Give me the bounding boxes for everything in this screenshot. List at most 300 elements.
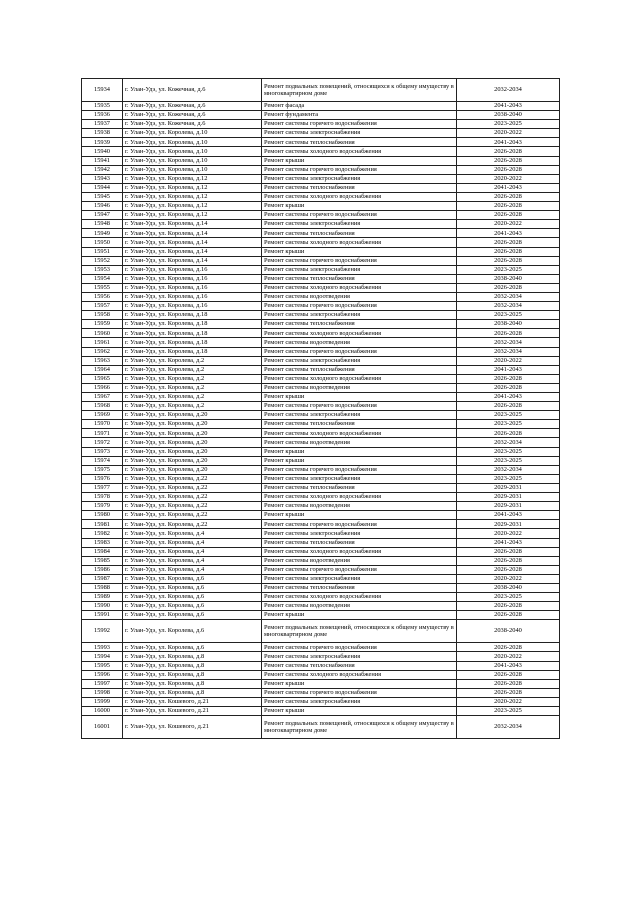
row-number-cell: 15950 <box>82 238 123 247</box>
row-number-cell: 15974 <box>82 456 123 465</box>
period-cell: 2032-2034 <box>457 302 560 311</box>
row-number-cell: 15961 <box>82 338 123 347</box>
row-number-cell: 15952 <box>82 256 123 265</box>
row-number-cell: 15964 <box>82 365 123 374</box>
work-type-cell: Ремонт системы горячего водоснабжения <box>262 211 457 220</box>
row-number-cell: 15987 <box>82 574 123 583</box>
address-cell: г. Улан-Удэ, ул. Королева, д.4 <box>123 565 262 574</box>
table-row <box>82 583 560 592</box>
work-type-cell: Ремонт системы горячего водоснабжения <box>262 347 457 356</box>
address-cell: г. Улан-Удэ, ул. Королева, д.4 <box>123 556 262 565</box>
work-type-cell: Ремонт крыши <box>262 156 457 165</box>
period-cell: 2023-2025 <box>457 411 560 420</box>
period-cell: 2032-2034 <box>457 338 560 347</box>
address-cell: г. Улан-Удэ, ул. Королева, д.20 <box>123 420 262 429</box>
row-number-cell: 15967 <box>82 393 123 402</box>
address-cell: г. Улан-Удэ, ул. Королева, д.22 <box>123 502 262 511</box>
address-cell: г. Улан-Удэ, ул. Королева, д.12 <box>123 192 262 201</box>
work-type-cell: Ремонт системы теплоснабжения <box>262 661 457 670</box>
period-cell: 2032-2034 <box>457 347 560 356</box>
period-cell: 2041-2043 <box>457 538 560 547</box>
period-cell: 2032-2034 <box>457 79 560 102</box>
address-cell: г. Улан-Удэ, ул. Королева, д.22 <box>123 474 262 483</box>
address-cell: г. Улан-Удэ, ул. Королева, д.2 <box>123 374 262 383</box>
row-number-cell: 15943 <box>82 174 123 183</box>
row-number-cell: 15957 <box>82 302 123 311</box>
period-cell: 2029-2031 <box>457 520 560 529</box>
row-number-cell: 15999 <box>82 697 123 706</box>
address-cell: г. Улан-Удэ, ул. Королева, д.8 <box>123 652 262 661</box>
period-cell: 2023-2025 <box>457 311 560 320</box>
period-cell: 2038-2040 <box>457 583 560 592</box>
row-number-cell: 15991 <box>82 611 123 620</box>
address-cell: г. Улан-Удэ, ул. Королева, д.10 <box>123 147 262 156</box>
address-cell: г. Улан-Удэ, ул. Королева, д.14 <box>123 220 262 229</box>
row-number-cell: 15963 <box>82 356 123 365</box>
table-row <box>82 283 560 292</box>
row-number-cell: 15986 <box>82 565 123 574</box>
address-cell: г. Улан-Удэ, ул. Королева, д.6 <box>123 602 262 611</box>
table-row <box>82 147 560 156</box>
row-number-cell: 15984 <box>82 547 123 556</box>
table-row <box>82 102 560 111</box>
period-cell: 2020-2022 <box>457 129 560 138</box>
row-number-cell: 15973 <box>82 447 123 456</box>
work-type-cell: Ремонт системы горячего водоснабжения <box>262 465 457 474</box>
period-cell: 2032-2034 <box>457 716 560 739</box>
row-number-cell: 15953 <box>82 265 123 274</box>
address-cell: г. Улан-Удэ, ул. Королева, д.14 <box>123 229 262 238</box>
row-number-cell: 15951 <box>82 247 123 256</box>
period-cell: 2026-2028 <box>457 283 560 292</box>
address-cell: г. Улан-Удэ, ул. Королева, д.18 <box>123 329 262 338</box>
work-type-cell: Ремонт системы водоотведения <box>262 338 457 347</box>
table-row <box>82 643 560 652</box>
period-cell: 2041-2043 <box>457 661 560 670</box>
period-cell: 2026-2028 <box>457 147 560 156</box>
table-row <box>82 183 560 192</box>
period-cell: 2026-2028 <box>457 688 560 697</box>
table-row <box>82 402 560 411</box>
period-cell: 2020-2022 <box>457 652 560 661</box>
row-number-cell: 15948 <box>82 220 123 229</box>
table-row <box>82 602 560 611</box>
row-number-cell: 15990 <box>82 602 123 611</box>
period-cell: 2041-2043 <box>457 183 560 192</box>
row-number-cell: 15975 <box>82 465 123 474</box>
row-number-cell: 15997 <box>82 679 123 688</box>
period-cell: 2026-2028 <box>457 556 560 565</box>
period-cell: 2026-2028 <box>457 429 560 438</box>
address-cell: г. Улан-Удэ, ул. Королева, д.4 <box>123 547 262 556</box>
table-row <box>82 229 560 238</box>
address-cell: г. Улан-Удэ, ул. Кожечная, д.6 <box>123 120 262 129</box>
row-number-cell: 15971 <box>82 429 123 438</box>
address-cell: г. Улан-Удэ, ул. Королева, д.14 <box>123 238 262 247</box>
address-cell: г. Улан-Удэ, ул. Кошевого, д.21 <box>123 707 262 716</box>
address-cell: г. Улан-Удэ, ул. Королева, д.20 <box>123 429 262 438</box>
work-type-cell: Ремонт системы электроснабжения <box>262 411 457 420</box>
row-number-cell: 15939 <box>82 138 123 147</box>
work-type-cell: Ремонт системы холодного водоснабжения <box>262 147 457 156</box>
row-number-cell: 15940 <box>82 147 123 156</box>
work-type-cell: Ремонт системы горячего водоснабжения <box>262 565 457 574</box>
work-type-cell: Ремонт системы холодного водоснабжения <box>262 547 457 556</box>
work-type-cell: Ремонт системы теплоснабжения <box>262 229 457 238</box>
row-number-cell: 15938 <box>82 129 123 138</box>
work-type-cell: Ремонт крыши <box>262 707 457 716</box>
table-row <box>82 238 560 247</box>
period-cell: 2026-2028 <box>457 679 560 688</box>
row-number-cell: 15972 <box>82 438 123 447</box>
table-row <box>82 456 560 465</box>
address-cell: г. Улан-Удэ, ул. Королева, д.4 <box>123 538 262 547</box>
row-number-cell: 15960 <box>82 329 123 338</box>
period-cell: 2026-2028 <box>457 156 560 165</box>
period-cell: 2038-2040 <box>457 320 560 329</box>
row-number-cell: 15976 <box>82 474 123 483</box>
work-type-cell: Ремонт системы теплоснабжения <box>262 583 457 592</box>
address-cell: г. Улан-Удэ, ул. Королева, д.12 <box>123 174 262 183</box>
work-type-cell: Ремонт системы электроснабжения <box>262 220 457 229</box>
work-type-cell: Ремонт системы электроснабжения <box>262 265 457 274</box>
address-cell: г. Улан-Удэ, ул. Королева, д.18 <box>123 338 262 347</box>
table-row <box>82 393 560 402</box>
work-type-cell: Ремонт системы горячего водоснабжения <box>262 643 457 652</box>
table-row <box>82 165 560 174</box>
row-number-cell: 15978 <box>82 493 123 502</box>
period-cell: 2026-2028 <box>457 211 560 220</box>
table-row <box>82 365 560 374</box>
work-type-cell: Ремонт системы горячего водоснабжения <box>262 120 457 129</box>
address-cell: г. Улан-Удэ, ул. Королева, д.16 <box>123 292 262 301</box>
period-cell: 2041-2043 <box>457 511 560 520</box>
row-number-cell: 15977 <box>82 483 123 492</box>
work-type-cell: Ремонт системы водоотведения <box>262 556 457 565</box>
table-row <box>82 174 560 183</box>
row-number-cell: 15979 <box>82 502 123 511</box>
work-type-cell: Ремонт фундамента <box>262 111 457 120</box>
row-number-cell: 15946 <box>82 202 123 211</box>
address-cell: г. Улан-Удэ, ул. Королева, д.16 <box>123 302 262 311</box>
period-cell: 2023-2025 <box>457 707 560 716</box>
period-cell: 2026-2028 <box>457 192 560 201</box>
period-cell: 2026-2028 <box>457 383 560 392</box>
work-type-cell: Ремонт системы теплоснабжения <box>262 138 457 147</box>
period-cell: 2026-2028 <box>457 165 560 174</box>
table-row <box>82 429 560 438</box>
work-type-cell: Ремонт системы теплоснабжения <box>262 320 457 329</box>
address-cell: г. Улан-Удэ, ул. Кожечная, д.6 <box>123 111 262 120</box>
work-type-cell: Ремонт системы теплоснабжения <box>262 365 457 374</box>
period-cell: 2032-2034 <box>457 465 560 474</box>
work-type-cell: Ремонт системы электроснабжения <box>262 174 457 183</box>
work-type-cell: Ремонт системы электроснабжения <box>262 529 457 538</box>
period-cell: 2023-2025 <box>457 265 560 274</box>
work-type-cell: Ремонт системы теплоснабжения <box>262 183 457 192</box>
row-number-cell: 15980 <box>82 511 123 520</box>
work-type-cell: Ремонт системы электроснабжения <box>262 356 457 365</box>
row-number-cell: 15969 <box>82 411 123 420</box>
work-type-cell: Ремонт системы холодного водоснабжения <box>262 374 457 383</box>
table-row <box>82 493 560 502</box>
address-cell: г. Улан-Удэ, ул. Королева, д.16 <box>123 283 262 292</box>
repair-schedule-table <box>81 78 560 739</box>
period-cell: 2020-2022 <box>457 697 560 706</box>
work-type-cell: Ремонт системы водоотведения <box>262 292 457 301</box>
address-cell: г. Улан-Удэ, ул. Королева, д.22 <box>123 511 262 520</box>
row-number-cell: 15945 <box>82 192 123 201</box>
work-type-cell: Ремонт системы электроснабжения <box>262 129 457 138</box>
address-cell: г. Улан-Удэ, ул. Королева, д.18 <box>123 347 262 356</box>
row-number-cell: 15988 <box>82 583 123 592</box>
work-type-cell: Ремонт системы горячего водоснабжения <box>262 402 457 411</box>
period-cell: 2026-2028 <box>457 256 560 265</box>
period-cell: 2026-2028 <box>457 202 560 211</box>
address-cell: г. Улан-Удэ, ул. Королева, д.2 <box>123 393 262 402</box>
table-row <box>82 574 560 583</box>
period-cell: 2023-2025 <box>457 456 560 465</box>
period-cell: 2029-2031 <box>457 502 560 511</box>
work-type-cell: Ремонт системы холодного водоснабжения <box>262 283 457 292</box>
work-type-cell: Ремонт системы горячего водоснабжения <box>262 302 457 311</box>
table-row <box>82 265 560 274</box>
period-cell: 2026-2028 <box>457 547 560 556</box>
address-cell: г. Улан-Удэ, ул. Королева, д.6 <box>123 593 262 602</box>
period-cell: 2026-2028 <box>457 402 560 411</box>
address-cell: г. Улан-Удэ, ул. Королева, д.8 <box>123 661 262 670</box>
period-cell: 2020-2022 <box>457 529 560 538</box>
address-cell: г. Улан-Удэ, ул. Королева, д.8 <box>123 688 262 697</box>
row-number-cell: 15982 <box>82 529 123 538</box>
row-number-cell: 15935 <box>82 102 123 111</box>
address-cell: г. Улан-Удэ, ул. Королева, д.20 <box>123 447 262 456</box>
period-cell: 2023-2025 <box>457 447 560 456</box>
work-type-cell: Ремонт системы холодного водоснабжения <box>262 238 457 247</box>
table-row <box>82 120 560 129</box>
period-cell: 2020-2022 <box>457 356 560 365</box>
address-cell: г. Улан-Удэ, ул. Королева, д.10 <box>123 129 262 138</box>
address-cell: г. Улан-Удэ, ул. Королева, д.6 <box>123 643 262 652</box>
table-row <box>82 707 560 716</box>
row-number-cell: 15965 <box>82 374 123 383</box>
table-row <box>82 447 560 456</box>
work-type-cell: Ремонт крыши <box>262 247 457 256</box>
row-number-cell: 15934 <box>82 79 123 102</box>
work-type-cell: Ремонт системы электроснабжения <box>262 574 457 583</box>
row-number-cell: 15985 <box>82 556 123 565</box>
period-cell: 2026-2028 <box>457 643 560 652</box>
table-row <box>82 716 560 739</box>
period-cell: 2023-2025 <box>457 474 560 483</box>
work-type-cell: Ремонт крыши <box>262 611 457 620</box>
table-row <box>82 302 560 311</box>
address-cell: г. Улан-Удэ, ул. Королева, д.16 <box>123 265 262 274</box>
table-row <box>82 565 560 574</box>
table-row <box>82 529 560 538</box>
address-cell: г. Улан-Удэ, ул. Королева, д.6 <box>123 611 262 620</box>
row-number-cell: 15993 <box>82 643 123 652</box>
table-row <box>82 256 560 265</box>
table-row <box>82 311 560 320</box>
work-type-cell: Ремонт подвальных помещений, относящихся к общему имуществу в многоквартирном доме <box>262 79 457 102</box>
table-row <box>82 688 560 697</box>
address-cell: г. Улан-Удэ, ул. Королева, д.22 <box>123 483 262 492</box>
address-cell: г. Улан-Удэ, ул. Королева, д.2 <box>123 365 262 374</box>
work-type-cell: Ремонт системы горячего водоснабжения <box>262 688 457 697</box>
row-number-cell: 16000 <box>82 707 123 716</box>
row-number-cell: 15949 <box>82 229 123 238</box>
table-row <box>82 611 560 620</box>
period-cell: 2032-2034 <box>457 438 560 447</box>
row-number-cell: 15959 <box>82 320 123 329</box>
row-number-cell: 15995 <box>82 661 123 670</box>
work-type-cell: Ремонт системы холодного водоснабжения <box>262 429 457 438</box>
period-cell: 2026-2028 <box>457 565 560 574</box>
period-cell: 2032-2034 <box>457 292 560 301</box>
row-number-cell: 15992 <box>82 620 123 643</box>
address-cell: г. Улан-Удэ, ул. Королева, д.6 <box>123 574 262 583</box>
address-cell: г. Улан-Удэ, ул. Королева, д.22 <box>123 520 262 529</box>
row-number-cell: 15941 <box>82 156 123 165</box>
address-cell: г. Улан-Удэ, ул. Королева, д.16 <box>123 274 262 283</box>
work-type-cell: Ремонт системы теплоснабжения <box>262 538 457 547</box>
period-cell: 2020-2022 <box>457 174 560 183</box>
address-cell: г. Улан-Удэ, ул. Королева, д.10 <box>123 165 262 174</box>
address-cell: г. Улан-Удэ, ул. Кошевого, д.21 <box>123 716 262 739</box>
address-cell: г. Улан-Удэ, ул. Королева, д.12 <box>123 211 262 220</box>
work-type-cell: Ремонт системы водоотведения <box>262 502 457 511</box>
period-cell: 2026-2028 <box>457 611 560 620</box>
row-number-cell: 16001 <box>82 716 123 739</box>
table-row <box>82 697 560 706</box>
table-row <box>82 670 560 679</box>
period-cell: 2026-2028 <box>457 670 560 679</box>
row-number-cell: 15958 <box>82 311 123 320</box>
row-number-cell: 15942 <box>82 165 123 174</box>
table-row <box>82 202 560 211</box>
period-cell: 2026-2028 <box>457 238 560 247</box>
work-type-cell: Ремонт системы водоотведения <box>262 438 457 447</box>
table-row <box>82 520 560 529</box>
address-cell: г. Улан-Удэ, ул. Королева, д.6 <box>123 620 262 643</box>
table-row <box>82 211 560 220</box>
work-type-cell: Ремонт крыши <box>262 447 457 456</box>
address-cell: г. Улан-Удэ, ул. Королева, д.12 <box>123 183 262 192</box>
address-cell: г. Улан-Удэ, ул. Королева, д.8 <box>123 679 262 688</box>
row-number-cell: 15944 <box>82 183 123 192</box>
table-row <box>82 111 560 120</box>
table-row <box>82 538 560 547</box>
row-number-cell: 15968 <box>82 402 123 411</box>
work-type-cell: Ремонт системы горячего водоснабжения <box>262 520 457 529</box>
row-number-cell: 15955 <box>82 283 123 292</box>
table-row <box>82 156 560 165</box>
period-cell: 2041-2043 <box>457 393 560 402</box>
table-row <box>82 556 560 565</box>
row-number-cell: 15970 <box>82 420 123 429</box>
period-cell: 2026-2028 <box>457 602 560 611</box>
table-row <box>82 320 560 329</box>
table-row <box>82 593 560 602</box>
work-type-cell: Ремонт системы горячего водоснабжения <box>262 256 457 265</box>
address-cell: г. Улан-Удэ, ул. Королева, д.18 <box>123 320 262 329</box>
work-type-cell: Ремонт системы холодного водоснабжения <box>262 192 457 201</box>
table-row <box>82 502 560 511</box>
period-cell: 2041-2043 <box>457 365 560 374</box>
table-row <box>82 129 560 138</box>
table-row <box>82 292 560 301</box>
address-cell: г. Улан-Удэ, ул. Королева, д.4 <box>123 529 262 538</box>
row-number-cell: 15954 <box>82 274 123 283</box>
period-cell: 2026-2028 <box>457 247 560 256</box>
period-cell: 2038-2040 <box>457 620 560 643</box>
table-row <box>82 483 560 492</box>
work-type-cell: Ремонт подвальных помещений, относящихся к общему имуществу в многоквартирном доме <box>262 620 457 643</box>
address-cell: г. Улан-Удэ, ул. Королева, д.18 <box>123 311 262 320</box>
table-row <box>82 411 560 420</box>
address-cell: г. Улан-Удэ, ул. Королева, д.20 <box>123 456 262 465</box>
table-row <box>82 356 560 365</box>
work-type-cell: Ремонт системы электроснабжения <box>262 311 457 320</box>
table-row <box>82 465 560 474</box>
row-number-cell: 15981 <box>82 520 123 529</box>
work-type-cell: Ремонт системы электроснабжения <box>262 474 457 483</box>
work-type-cell: Ремонт крыши <box>262 202 457 211</box>
row-number-cell: 15937 <box>82 120 123 129</box>
row-number-cell: 15947 <box>82 211 123 220</box>
table-row <box>82 79 560 102</box>
period-cell: 2026-2028 <box>457 329 560 338</box>
work-type-cell: Ремонт системы электроснабжения <box>262 652 457 661</box>
row-number-cell: 15996 <box>82 670 123 679</box>
address-cell: г. Улан-Удэ, ул. Королева, д.12 <box>123 202 262 211</box>
table-row <box>82 138 560 147</box>
address-cell: г. Улан-Удэ, ул. Королева, д.8 <box>123 670 262 679</box>
work-type-cell: Ремонт фасада <box>262 102 457 111</box>
table-row <box>82 383 560 392</box>
work-type-cell: Ремонт системы водоотведения <box>262 602 457 611</box>
work-type-cell: Ремонт подвальных помещений, относящихся к общему имуществу в многоквартирном доме <box>262 716 457 739</box>
period-cell: 2029-2031 <box>457 493 560 502</box>
row-number-cell: 15998 <box>82 688 123 697</box>
work-type-cell: Ремонт крыши <box>262 679 457 688</box>
period-cell: 2038-2040 <box>457 111 560 120</box>
work-type-cell: Ремонт системы холодного водоснабжения <box>262 593 457 602</box>
period-cell: 2023-2025 <box>457 593 560 602</box>
table-row <box>82 511 560 520</box>
table-row <box>82 620 560 643</box>
table-row <box>82 329 560 338</box>
row-number-cell: 15966 <box>82 383 123 392</box>
address-cell: г. Улан-Удэ, ул. Королева, д.22 <box>123 493 262 502</box>
table-row <box>82 474 560 483</box>
table-row <box>82 661 560 670</box>
period-cell: 2020-2022 <box>457 574 560 583</box>
address-cell: г. Улан-Удэ, ул. Королева, д.2 <box>123 383 262 392</box>
table-row <box>82 220 560 229</box>
table-row <box>82 652 560 661</box>
work-type-cell: Ремонт системы холодного водоснабжения <box>262 670 457 679</box>
address-cell: г. Улан-Удэ, ул. Кошевого, д.21 <box>123 697 262 706</box>
work-type-cell: Ремонт системы водоотведения <box>262 383 457 392</box>
period-cell: 2041-2043 <box>457 102 560 111</box>
table-row <box>82 338 560 347</box>
period-cell: 2041-2043 <box>457 229 560 238</box>
address-cell: г. Улан-Удэ, ул. Кожечная, д.6 <box>123 79 262 102</box>
work-type-cell: Ремонт системы холодного водоснабжения <box>262 329 457 338</box>
work-type-cell: Ремонт системы горячего водоснабжения <box>262 165 457 174</box>
